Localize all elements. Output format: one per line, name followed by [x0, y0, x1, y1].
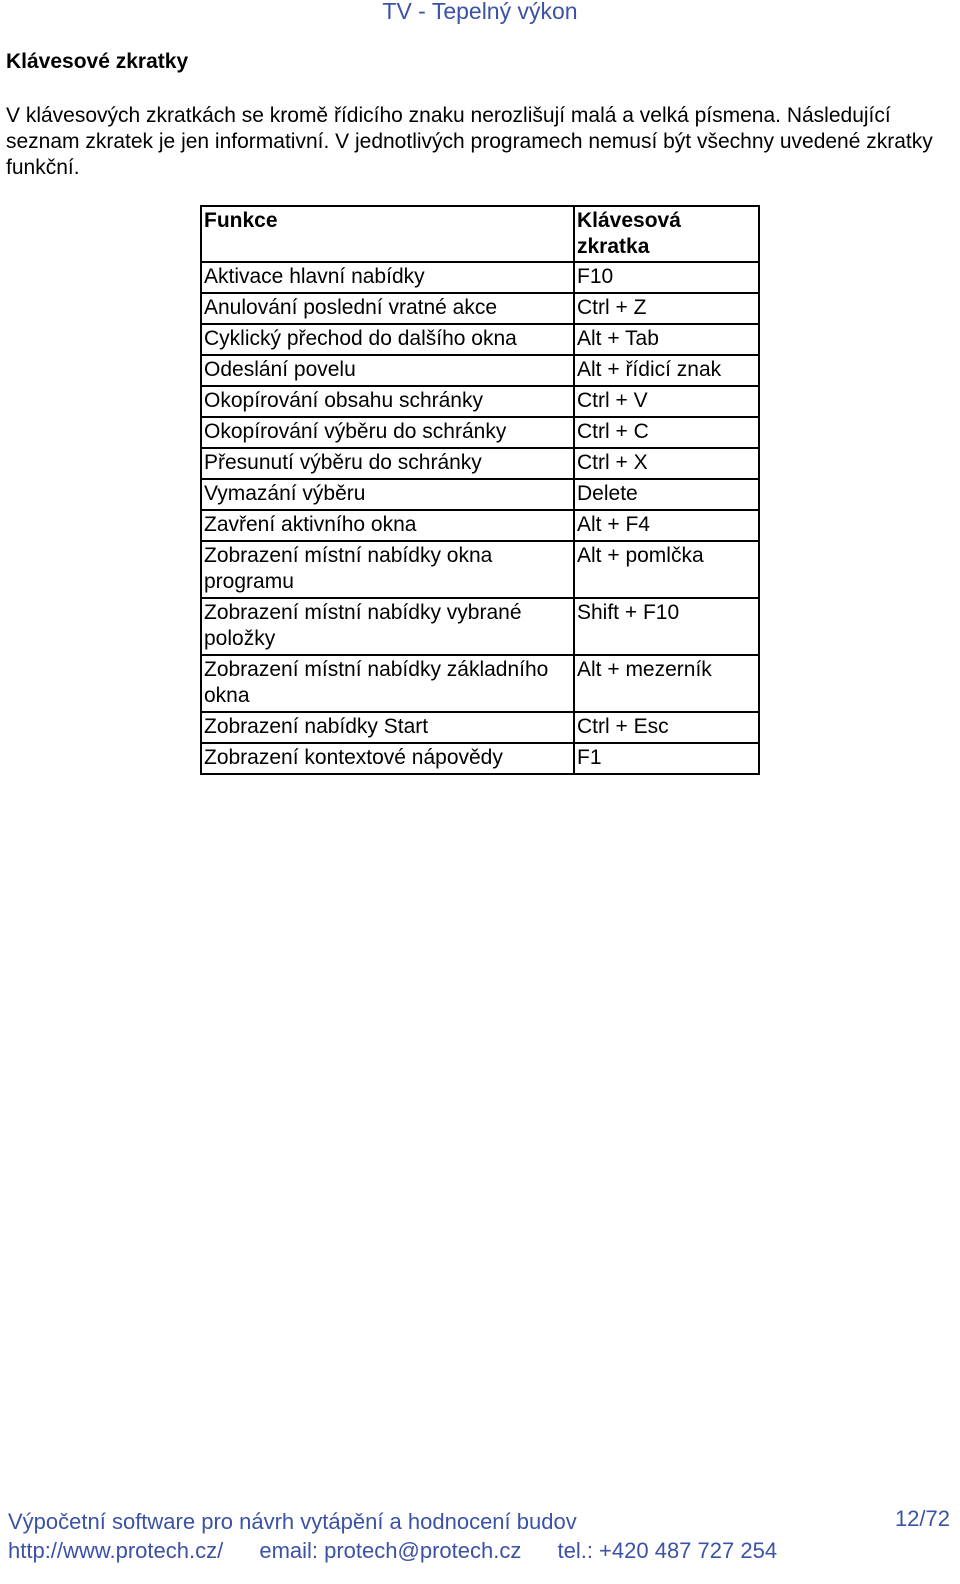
cell-function: Vymazání výběru	[201, 479, 574, 510]
column-header-function: Funkce	[201, 206, 574, 262]
cell-shortcut: Ctrl + X	[574, 448, 759, 479]
cell-function: Zobrazení místní nabídky vybrané položky	[201, 598, 574, 655]
cell-shortcut: Alt + mezerník	[574, 655, 759, 712]
cell-shortcut: Delete	[574, 479, 759, 510]
cell-shortcut: Alt + Tab	[574, 324, 759, 355]
cell-function: Zobrazení místní nabídky okna programu	[201, 541, 574, 598]
cell-shortcut: Ctrl + Esc	[574, 712, 759, 743]
cell-shortcut: Alt + pomlčka	[574, 541, 759, 598]
cell-shortcut: Ctrl + C	[574, 417, 759, 448]
table-row	[201, 355, 759, 386]
page-header-title: TV - Tepelný výkon	[382, 0, 578, 24]
cell-shortcut: Alt + F4	[574, 510, 759, 541]
footer-title: Výpočetní software pro návrh vytápění a hodnocení budov	[8, 1509, 577, 1534]
table-row	[201, 541, 759, 598]
table-row	[201, 479, 759, 510]
cell-shortcut: Shift + F10	[574, 598, 759, 655]
column-header-shortcut: Klávesová zkratka	[574, 206, 759, 262]
footer-contacts	[8, 1538, 777, 1564]
cell-function: Anulování poslední vratné akce	[201, 293, 574, 324]
table-row	[201, 448, 759, 479]
cell-function: Okopírování výběru do schránky	[201, 417, 574, 448]
footer-phone: tel.: +420 487 727 254	[557, 1538, 778, 1563]
cell-function: Cyklický přechod do dalšího okna	[201, 324, 574, 355]
table-row	[201, 510, 759, 541]
cell-function: Aktivace hlavní nabídky	[201, 262, 574, 293]
footer-email[interactable]: email: protech@protech.cz	[259, 1538, 522, 1563]
cell-function: Odeslání povelu	[201, 355, 574, 386]
cell-shortcut: F1	[574, 743, 759, 774]
table-row	[201, 262, 759, 293]
table-row	[201, 598, 759, 655]
cell-function: Zobrazení nabídky Start	[201, 712, 574, 743]
footer-website-link[interactable]: http://www.protech.cz/	[8, 1538, 224, 1563]
table-row	[201, 655, 759, 712]
cell-shortcut: Ctrl + V	[574, 386, 759, 417]
section-heading: Klávesové zkratky	[6, 50, 189, 73]
page-number: 12/72	[894, 1506, 950, 1531]
cell-shortcut: F10	[574, 262, 759, 293]
cell-shortcut: Alt + řídicí znak	[574, 355, 759, 386]
table-row	[201, 743, 759, 774]
table-body	[201, 262, 759, 774]
table-row	[201, 712, 759, 743]
table-header-row	[201, 206, 759, 262]
table-row	[201, 417, 759, 448]
cell-function: Zavření aktivního okna	[201, 510, 574, 541]
cell-function: Okopírování obsahu schránky	[201, 386, 574, 417]
table-row	[201, 324, 759, 355]
table-row	[201, 386, 759, 417]
table-row	[201, 293, 759, 324]
cell-function: Zobrazení kontextové nápovědy	[201, 743, 574, 774]
shortcut-table	[200, 205, 760, 775]
cell-function: Zobrazení místní nabídky základního okna	[201, 655, 574, 712]
intro-paragraph: V klávesových zkratkách se kromě řídicího znaku nerozlišují malá a velká písmena. Následující seznam zkratek je jen informativní. V jednotlivých programech nemusí být všechny uvedené zkratky funkční.	[6, 104, 933, 179]
cell-function: Přesunutí výběru do schránky	[201, 448, 574, 479]
cell-shortcut: Ctrl + Z	[574, 293, 759, 324]
